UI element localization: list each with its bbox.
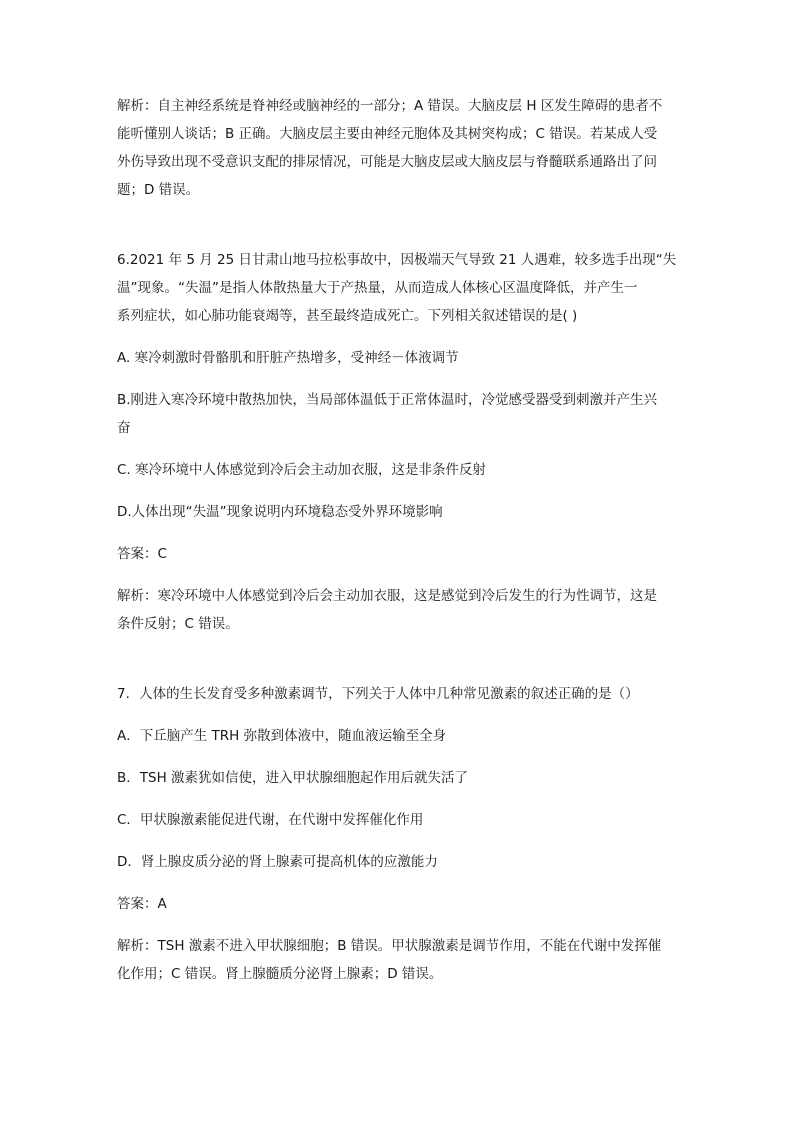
q7-stem: 7．人体的生长发育受多种激素调节，下列关于人体中几种常见激素的叙述正确的是（） xyxy=(117,686,639,702)
q6-option-b xyxy=(117,386,677,442)
q7-analysis-line: 化作用；C 错误。肾上腺髓质分泌肾上腺素；D 错误。 xyxy=(117,966,443,982)
q7-analysis xyxy=(117,932,677,988)
q5-analysis-line: 解析：自主神经系统是脊神经或脑神经的一部分；A 错误。大脑皮层 H 区发生障碍的患者不 xyxy=(117,98,663,114)
q5-analysis-line: 题；D 错误。 xyxy=(117,182,200,198)
q6-stem-line: 系列症状，如心肺功能衰竭等，甚至最终造成死亡。下列相关叙述错误的是( ) xyxy=(117,308,578,324)
q6-analysis-line: 解析：寒冷环境中人体感觉到冷后会主动加衣服，这是感觉到冷后发生的行为性调节，这是 xyxy=(117,588,657,604)
q7-option-c: C．甲状腺激素能促进代谢，在代谢中发挥催化作用 xyxy=(117,812,424,828)
q6-stem-line: 6.2021 年 5 月 25 日甘肃山地马拉松事故中，因极端天气导致 21 人遇难，较多选手出现“失 xyxy=(117,252,677,268)
q7-answer: 答案：A xyxy=(117,896,167,912)
q6-option-b-line: B.刚进入寒冷环境中散热加快，当局部体温低于正常体温时，冷觉感受器受到刺激并产生兴 xyxy=(117,392,658,408)
q6-analysis xyxy=(117,582,677,638)
q6-analysis-line: 条件反射；C 错误。 xyxy=(117,616,239,632)
q7-analysis-line: 解析：TSH 激素不进入甲状腺细胞；B 错误。甲状腺激素是调节作用，不能在代谢中发挥催 xyxy=(117,938,662,954)
q5-analysis-line: 能听懂别人谈话；B 正确。大脑皮层主要由神经元胞体及其树突构成；C 错误。若某成人受 xyxy=(117,126,658,142)
q6-option-b-line: 奋 xyxy=(117,420,131,436)
q7-option-b: B．TSH 激素犹如信使，进入甲状腺细胞起作用后就失活了 xyxy=(117,770,469,786)
q6-option-a: A. 寒冷刺激时骨骼肌和肝脏产热增多，受神经－体液调节 xyxy=(117,350,459,366)
q5-analysis xyxy=(117,92,677,204)
q6-option-c: C. 寒冷环境中人体感觉到冷后会主动加衣服，这是非条件反射 xyxy=(117,462,487,478)
q5-analysis-line: 外伤导致出现不受意识支配的排尿情况，可能是大脑皮层或大脑皮层与脊髓联系通路出了问 xyxy=(117,154,657,170)
q7-option-d: D．肾上腺皮质分泌的肾上腺素可提高机体的应激能力 xyxy=(117,854,438,870)
q6-answer: 答案：C xyxy=(117,546,167,562)
q6-option-d: D.人体出现“失温”现象说明内环境稳态受外界环境影响 xyxy=(117,504,443,520)
document-page xyxy=(117,92,677,988)
q6-stem xyxy=(117,246,677,330)
q7-option-a: A．下丘脑产生 TRH 弥散到体液中，随血液运输至全身 xyxy=(117,728,447,744)
q6-stem-line: 温”现象。“失温”是指人体散热量大于产热量，从而造成人体核心区温度降低，并产生一 xyxy=(117,280,638,296)
